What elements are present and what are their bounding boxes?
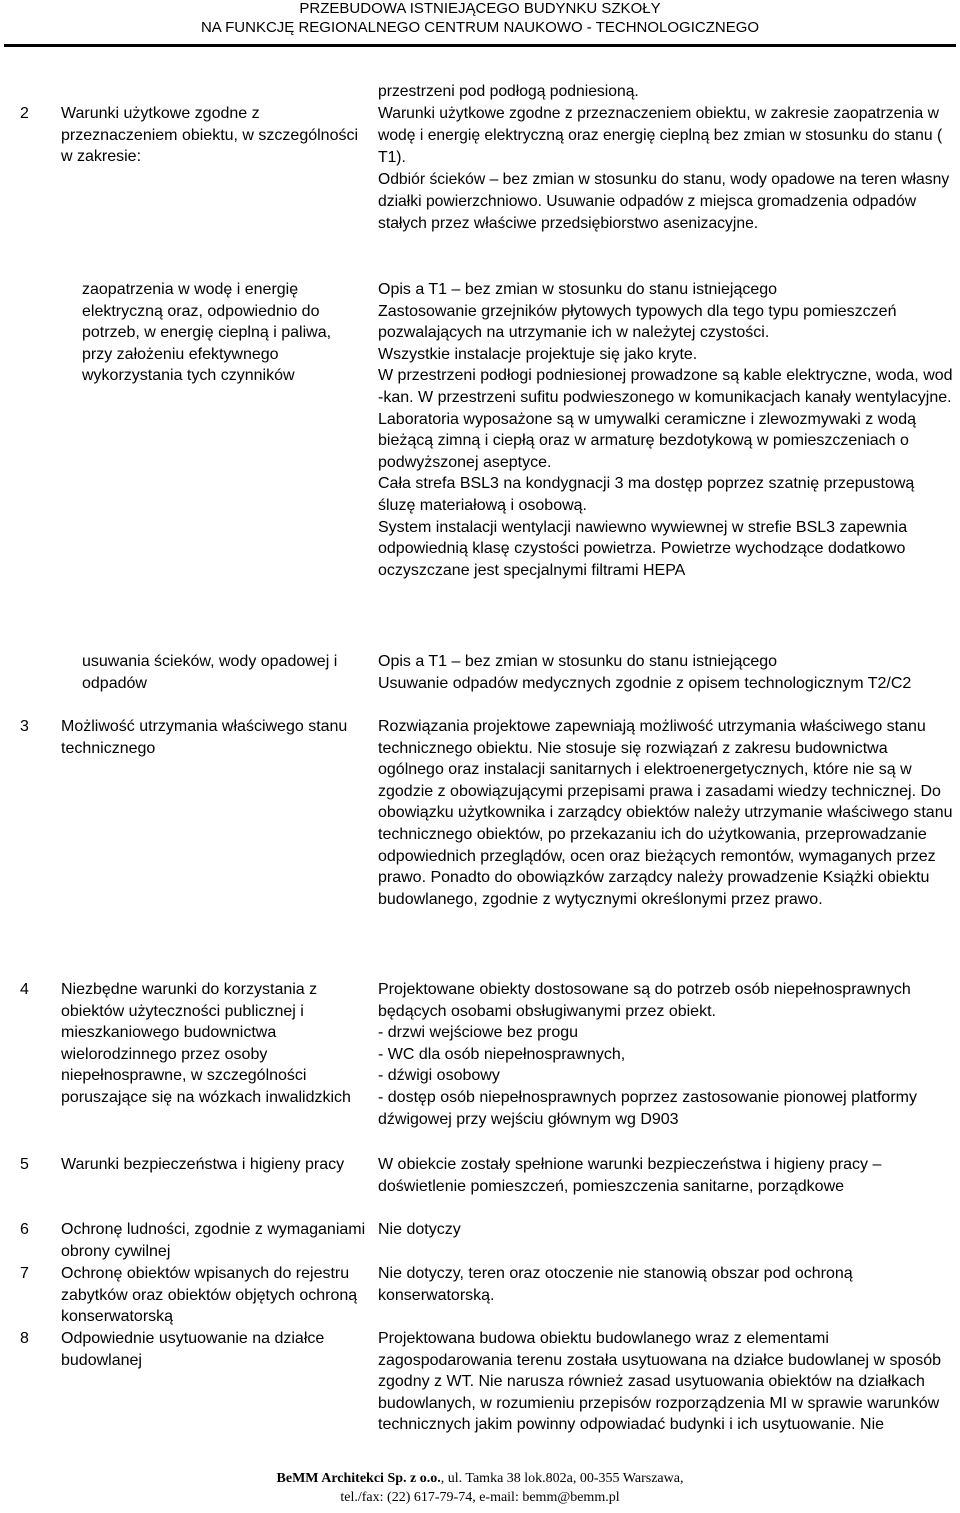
list-item: - dostęp osób niepełnosprawnych poprzez zastosowanie pionowej platformy dźwigowej przy wejściu głównym wg D903 (378, 1088, 917, 1128)
footer-address: , ul. Tamka 38 lok.802a, 00-355 Warszawa, (440, 1471, 684, 1486)
row-label: Ochronę ludności, zgodnie z wymaganiami obrony cywilnej (61, 1221, 366, 1260)
paragraph: Laboratoria wyposażone są w umywalki ceramiczne i zlewozmywaki z wodą bieżącą zimną i ciepłą oraz w armaturę bezdotykową w pomieszczeniach o podwyższonej aseptyce. (378, 410, 916, 471)
paragraph: Zastosowanie grzejników płytowych typowych dla tego typu pomieszczeń pozwalających na utrzymanie ich w należytej czystości. (378, 302, 897, 342)
row-number: 5 (20, 1156, 29, 1173)
row-content: Nie dotyczy, teren oraz otoczenie nie stanowią obszar pod ochroną konserwatorską. (378, 1265, 853, 1304)
row-content (378, 979, 953, 1130)
paragraph: Projektowane obiekty dostosowane są do potrzeb osób niepełnosprawnych będących osobami obsługiwanymi przez obiekt. (378, 981, 911, 1020)
paragraph: Opis a T1 – bez zmian w stosunku do stanu istniejącego (378, 653, 778, 670)
row-label: Warunki bezpieczeństwa i higieny pracy (61, 1156, 345, 1173)
row-sublabel: zaopatrzenia w wodę i energię elektryczną oraz, odpowiednio do potrzeb, w energię cieplną i paliwa, przy założeniu efektywnego wykorzystania tych czynników (82, 281, 332, 385)
row-number: 2 (20, 105, 29, 122)
list-item: - drzwi wejściowe bez progu (378, 1024, 579, 1042)
row-number: 4 (20, 981, 29, 998)
paragraph: Cała strefa BSL3 na kondygnacji 3 ma dostęp poprzez szatnię przepustową śluzę materiałową i osobową. (378, 475, 915, 514)
row-label: Odpowiednie usytuowanie na działce budowlanej (61, 1330, 325, 1369)
footer-address-line (0, 1470, 960, 1487)
header-title-line2: NA FUNKCJĘ REGIONALNEGO CENTRUM NAUKOWO - TECHNOLOGICZNEGO (200, 19, 760, 36)
paragraph: Opis a T1 – bez zmian w stosunku do stanu istniejącego (378, 281, 778, 298)
row-content (378, 651, 953, 694)
footer-contact: tel./fax: (22) 617-79-74, e-mail: bemm@bemm.pl (340, 1490, 620, 1505)
row-number: 7 (20, 1265, 29, 1282)
paragraph: przestrzeni pod podłogą podniesioną. (378, 83, 639, 100)
row-content: Projektowana budowa obiektu budowlanego wraz z elementami zagospodarowania terenu została usytuowana na działce budowlanej w sposób zgodny z WT. Nie narusza również zasad usytuowania obiektów na działkach budowlanych, w rozumieniu przepisów rozporządzenia MI w sprawie warunków technicznych jakim powinny odpowiadać budynki i ich usytuowanie. Nie (378, 1330, 942, 1434)
list-item: - dźwigi osobowy (378, 1067, 500, 1085)
row-number: 6 (20, 1221, 29, 1238)
row-number: 8 (20, 1330, 29, 1347)
row-label: Możliwość utrzymania właściwego stanu technicznego (61, 718, 348, 757)
paragraph: Odbiór ścieków – bez zmian w stosunku do stanu, wody opadowe na teren własny działki powierzchniowo. Usuwanie odpadów z miejsca gromadzenia odpadów stałych przez właściwe przedsiębiorstwo asenizacyjne. (378, 171, 950, 232)
paragraph: Usuwanie odpadów medycznych zgodnie z opisem technologicznym T2/C2 (378, 674, 912, 692)
paragraph: System instalacji wentylacji nawiewno wywiewnej w strefie BSL3 zapewnia odpowiednią klasę czystości powietrza. Powietrze wychodzące dodatkowo oczyszczane jest specjalnymi filtrami HEPA (378, 518, 908, 579)
row-content: Nie dotyczy (378, 1221, 461, 1238)
paragraph: Warunki użytkowe zgodne z przeznaczeniem obiektu, w zakresie zaopatrzenia w wodę i energię elektryczną oraz energię cieplną bez zmian w stosunku do stanu ( T1). (378, 105, 943, 166)
list-item: - WC dla osób niepełnosprawnych, (378, 1045, 626, 1063)
row-content: Rozwiązania projektowe zapewniają możliwość utrzymania właściwego stanu technicznego obiektu. Nie stosuje się rozwiązań z zakresu budownictwa ogólnego oraz instalacji sanitarnych i elektroenergetycznych, które nie są w zgodzie z obowiązującymi przepisami prawa i zasadami wiedzy technicznej. Do obowiązku użytkownika i zarządcy obiektów należy utrzymanie właściwego stanu technicznego obiektów, po przekazaniu ich do użytkowania, przeprowadzanie odpowiednich przeglądów, ocen oraz bieżących remontów, wymaganych przez prawo. Ponadto do obowiązków zarządcy należy prowadzenie Książki obiektu budowlanego, zgodnie z wytycznymi określonymi przez prawo. (378, 718, 953, 908)
row-label: Ochronę obiektów wpisanych do rejestru zabytków oraz obiektów objętych ochroną konserwatorską (61, 1265, 358, 1326)
row-content (378, 81, 953, 235)
row-content: W obiekcie zostały spełnione warunki bezpieczeństwa i higieny pracy – doświetlenie pomieszczeń, pomieszczenia sanitarne, porządkowe (378, 1156, 882, 1195)
row-sublabel: usuwania ścieków, wody opadowej i odpadów (82, 653, 338, 692)
header-title-line1: PRZEBUDOWA ISTNIEJĄCEGO BUDYNKU SZKOŁY (299, 0, 661, 17)
row-label: Niezbędne warunki do korzystania z obiektów użyteczności publicznej i mieszkaniowego budownictwa wielorodzinnego przez osoby niepełnosprawne, w szczególności poruszające się na wózkach inwalidzkich (61, 981, 351, 1106)
row-content (378, 279, 953, 581)
paragraph: Wszystkie instalacje projektuje się jako kryte. (378, 345, 698, 363)
footer-company: BeMM Architekci Sp. z o.o. (276, 1471, 441, 1486)
row-label: Warunki użytkowe zgodne z przeznaczeniem obiektu, w szczególności w zakresie: (61, 105, 359, 166)
row-number: 3 (20, 718, 29, 735)
header-divider (4, 44, 956, 47)
paragraph: W przestrzeni podłogi podniesionej prowadzone są kable elektryczne, woda, wod -kan. W przestrzeni sufitu podwieszonego w komunikacjach kanały wentylacyjne. (378, 367, 953, 406)
